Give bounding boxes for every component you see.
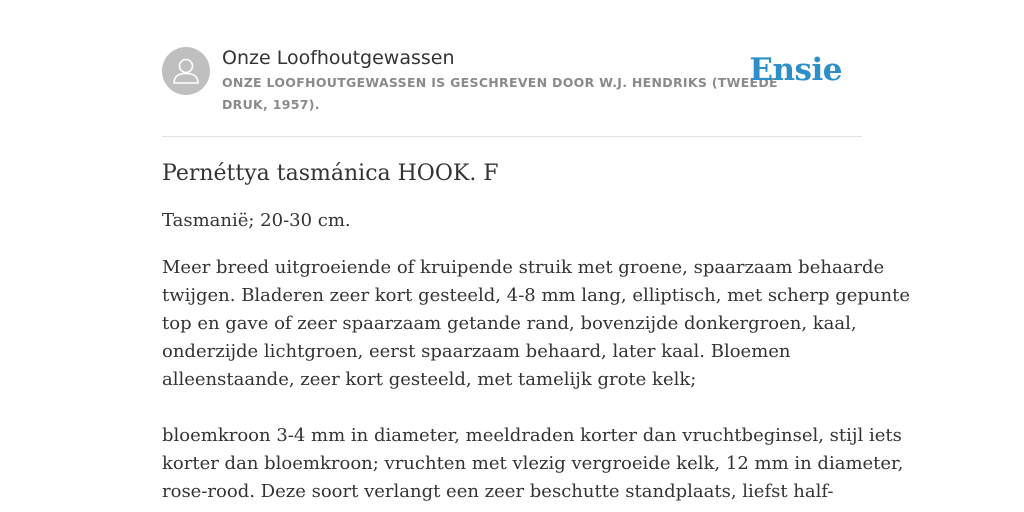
- article: [162, 156, 911, 506]
- body-line: twijgen. Bladeren zeer kort gesteeld, 4-8 mm lang, elliptisch, met scherp gepunte: [162, 285, 911, 306]
- book-subtitle-line: DRUK, 1957).: [222, 97, 320, 112]
- paragraph-gap: [162, 394, 862, 422]
- body-line: alleenstaande, zeer kort gesteeld, met tamelijk grote kelk;: [162, 369, 697, 390]
- entry-meta: Tasmanië; 20-30 cm.: [162, 210, 351, 231]
- book-header: [162, 44, 862, 137]
- body-line: korter dan bloemkroon; vruchten met vlezig vergroeide kelk, 12 mm in diameter,: [162, 453, 904, 474]
- body-line: Meer breed uitgroeiende of kruipende struik met groene, spaarzaam behaarde: [162, 257, 885, 278]
- book-subtitle-line: ONZE LOOFHOUTGEWASSEN IS GESCHREVEN DOOR W.J. HENDRIKS (TWEEDE: [222, 75, 778, 90]
- body-line: rose-rood. Deze soort verlangt een zeer beschutte standplaats, liefst half-: [162, 481, 834, 502]
- ensie-logo[interactable]: Ensie: [749, 52, 842, 88]
- body-line: bloemkroon 3-4 mm in diameter, meeldraden korter dan vruchtbeginsel, stijl iets: [162, 425, 902, 446]
- entry-body: [162, 254, 911, 506]
- body-line: onderzijde lichtgroen, eerst spaarzaam behaard, later kaal. Bloemen: [162, 341, 791, 362]
- book-subtitle: [222, 72, 778, 116]
- user-avatar-icon[interactable]: [162, 47, 210, 95]
- body-line: top en gave of zeer spaarzaam getande rand, bovenzijde donkergroen, kaal,: [162, 313, 857, 334]
- book-title[interactable]: Onze Loofhoutgewassen: [222, 47, 455, 69]
- entry-title: Pernéttya tasmánica HOOK. F: [162, 161, 499, 186]
